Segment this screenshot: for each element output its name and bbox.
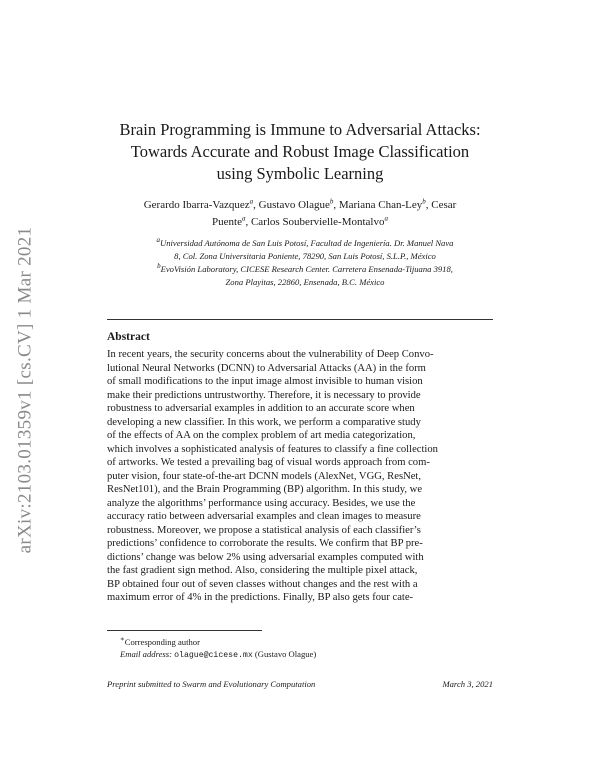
affiliation-sup: b <box>329 197 334 206</box>
footnotes <box>120 636 316 662</box>
affiliation-b-line-1 <box>110 263 500 276</box>
paper-title <box>100 119 500 185</box>
title-line-2: Towards Accurate and Robust Image Classification <box>130 142 470 161</box>
abstract-body <box>107 348 493 605</box>
affiliation-sup: a <box>241 214 246 223</box>
email-note <box>120 648 316 662</box>
email-owner: (Gustavo Olague) <box>254 649 317 659</box>
author-name: Puente <box>212 216 242 228</box>
abstract-line: maximum error of 4% in the predictions. Finally, BP also gets four cate- <box>107 592 414 603</box>
affiliation-b-line-2: Zona Playitas, 22860, Ensenada, B.C. México <box>225 277 385 287</box>
abstract-line: the fast gradient sign method. Also, considering the multiple pixel attack, <box>107 565 418 576</box>
corresponding-author-note <box>120 636 316 648</box>
abstract-line: In recent years, the security concerns about the vulnerability of Deep Convo- <box>107 349 434 360</box>
abstract-line: of artworks. We tested a prevailing bag of visual words approach from com- <box>107 457 430 468</box>
author-name: , Gustavo Olague <box>253 199 330 211</box>
author-name: Gerardo Ibarra-Vazquez <box>143 199 250 211</box>
arxiv-identifier-text: arXiv:2103.01359v1 [cs.CV] 1 Mar 2021 <box>14 226 36 554</box>
abstract-top-rule <box>107 319 493 320</box>
abstract-heading: Abstract <box>107 331 150 343</box>
author-line-1 <box>110 197 490 214</box>
affiliation-a-text-1: Universidad Autónoma de San Luis Potosí, Facultad de Ingeniería. Dr. Manuel Nava <box>160 238 454 248</box>
affiliations <box>110 237 500 289</box>
affiliation-mark-a: a <box>156 236 161 245</box>
abstract-line: dictions’ change was below 2% using adversarial examples computed with <box>107 551 424 563</box>
abstract-line: robustness to adversarial examples in addition to an accurate score when <box>107 403 415 414</box>
abstract-line: of small modifications to the input image almost invisible to human vision <box>107 376 423 387</box>
abstract-line: robustness. Moreover, we propose a statistical analysis of each classifier’s <box>107 524 421 536</box>
author-line-2 <box>110 214 490 231</box>
abstract-line: puter vision, four state-of-the-art DCNN models (AlexNet, VGG, ResNet, <box>107 470 422 482</box>
author-name: , Cesar <box>425 199 457 211</box>
author-name: , Mariana Chan-Ley <box>333 199 423 211</box>
title-line-3: using Symbolic Learning <box>216 164 384 183</box>
title-line-1: Brain Programming is Immune to Adversarial Attacks: <box>119 120 481 139</box>
affiliation-a-line-2: 8, Col. Zona Universitaria Poniente, 78290, San Luis Potosí, S.L.P., México <box>174 251 436 261</box>
corresponding-author-text: Corresponding author <box>124 637 200 647</box>
footnote-rule <box>107 630 262 631</box>
affiliation-sup: a <box>384 214 388 223</box>
abstract-line: BP obtained four out of seven classes without changes and the rest with a <box>107 578 418 590</box>
email-address-link[interactable]: olague@cicese.mx <box>174 651 253 660</box>
abstract-line: predictions’ confidence to corroborate the results. We confirm that BP pre- <box>107 538 423 549</box>
abstract-line: developing a new classifier. In this work, we perform a comparative study <box>107 416 421 428</box>
preprint-note: Preprint submitted to Swarm and Evolutionary Computation <box>107 679 316 689</box>
arxiv-identifier-stamp <box>8 210 42 570</box>
affiliation-b-text-1: EvoVisión Laboratory, CICESE Research Center. Carretera Ensenada-Tijuana 3918, <box>160 264 453 274</box>
abstract-line: of the effects of AA on the complex problem of art media categorization, <box>107 430 416 441</box>
preprint-date: March 3, 2021 <box>442 679 493 689</box>
author-name: , Carlos Soubervielle-Montalvo <box>245 216 385 228</box>
affiliation-sup: a <box>249 197 254 206</box>
abstract-line: lutional Neural Networks (DCNN) to Adversarial Attacks (AA) in the form <box>107 362 426 374</box>
abstract-line: accuracy ratio between adversarial examples and clean images to measure <box>107 511 421 522</box>
author-list <box>110 197 490 231</box>
affiliation-sup: b <box>422 197 426 206</box>
abstract-line: which involves a sophisticated analysis of features to classify a fine collection <box>107 443 438 455</box>
affiliation-a-line-1 <box>110 237 500 250</box>
abstract-line: analyze the algorithms’ performance using accuracy. Besides, we use the <box>107 497 416 509</box>
abstract-line: make their predictions untrustworthy. Therefore, it is necessary to provide <box>107 389 421 401</box>
affiliation-mark-b: b <box>157 262 161 271</box>
footnote-mark: ∗ <box>120 635 125 644</box>
email-label: Email address: <box>120 649 172 659</box>
abstract-line: ResNet101), and the Brain Programming (BP) algorithm. In this study, we <box>107 484 423 495</box>
